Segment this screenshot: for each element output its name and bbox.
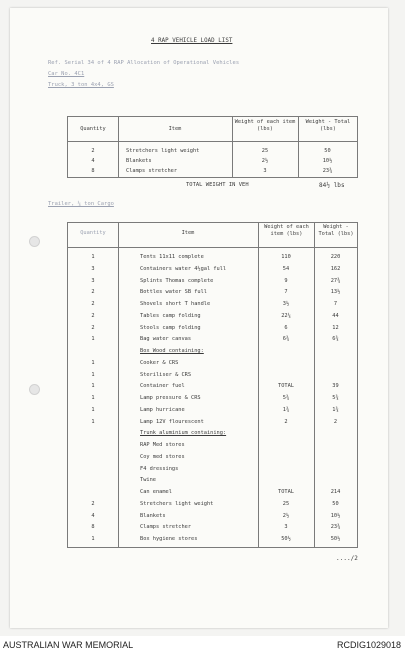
table-row: [68, 474, 357, 486]
table-row: [68, 345, 357, 357]
cell-item: Box Wood containing:: [140, 348, 204, 354]
cell-qty: 2: [91, 301, 95, 307]
cell-qty: 1: [91, 383, 95, 390]
cell-each: 110: [281, 254, 291, 260]
cell-qty: 1: [91, 254, 95, 260]
cell-each: 3: [284, 524, 288, 531]
truck-description: Truck, 3 ton 4x4, GS: [48, 82, 114, 88]
cell-total: 5¾: [332, 395, 339, 401]
cell-each: 50½: [281, 536, 291, 542]
cell-qty: 8: [91, 524, 95, 531]
table-row: [68, 275, 357, 287]
punch-hole: [29, 236, 40, 247]
cell-total: 23¾: [330, 524, 341, 531]
trailer-label: Trailer, ¼ ton Cargo: [48, 201, 114, 207]
cell-each: 6: [284, 324, 288, 331]
cell-item: Can enamel: [140, 489, 172, 495]
cell-item: Lamp pressure & CRS: [140, 395, 201, 401]
cell-qty: 1: [91, 359, 95, 366]
cell-each: 5¾: [282, 395, 290, 401]
cell-item: Tents 11x11 complete: [140, 254, 204, 260]
header-weight-total: Weight - Total (lbs): [305, 119, 351, 132]
cell-total: 44: [332, 312, 339, 319]
cell-each: TOTAL: [278, 383, 294, 390]
cell-total: 13½: [330, 289, 341, 296]
document-page: [10, 8, 388, 628]
cell-qty: 2: [91, 324, 95, 331]
trailer-table: [67, 222, 358, 548]
table-row: [68, 439, 357, 451]
table-row: [68, 451, 357, 463]
cell-total: 6¾: [332, 336, 339, 343]
table-row: 4 Blankets 2½ 10½: [91, 158, 333, 164]
cell-qty: 1: [91, 371, 95, 378]
cell-item: Box hygiene stores: [140, 536, 198, 542]
table-row: [68, 369, 357, 381]
cell-total: 7: [333, 301, 338, 307]
document-title: 4 RAP VEHICLE LOAD LIST: [151, 38, 233, 44]
header-quantity: Quantity: [80, 230, 106, 236]
table-row: [68, 310, 357, 322]
cell-qty: 1: [91, 536, 95, 542]
table-row: [68, 510, 357, 522]
cell-item: Trunk aluminium containing:: [140, 430, 227, 437]
header-weight-each: Weight of each item (lbs): [234, 119, 296, 132]
cell-item: Bottles water SB full: [140, 289, 207, 296]
header-item: Item: [168, 126, 182, 132]
vehicle-table: [67, 116, 358, 178]
cell-qty: 1: [91, 406, 95, 413]
table-row: [68, 333, 357, 345]
table-row: [68, 416, 357, 428]
cell-item: Clamps stretcher: [140, 524, 192, 531]
table-row: [68, 263, 357, 275]
header-weight-total: Weight - Total (lbs): [318, 224, 354, 237]
header-item: Item: [181, 230, 195, 236]
cell-each: 2: [284, 418, 288, 425]
table-row: [68, 533, 357, 545]
table-row: [68, 251, 357, 263]
cell-item: Bag water canvas: [140, 336, 192, 343]
cell-total: 12: [332, 324, 339, 331]
table-row: 8 Clamps stretcher 3 23¾: [91, 168, 333, 174]
cell-total: 50: [332, 500, 339, 507]
table-row: [68, 427, 357, 439]
cell-item: Steriliser & CRS: [140, 371, 192, 378]
table-row: [68, 357, 357, 369]
cell-item: Blankets: [140, 512, 166, 519]
cell-total: 1¾: [332, 406, 339, 413]
archive-footer: [0, 636, 405, 654]
punch-hole: [29, 384, 40, 395]
total-weight-label: TOTAL WEIGHT IN VEH: [186, 182, 249, 188]
cell-qty: 3: [91, 265, 95, 272]
cell-total: 162: [330, 265, 341, 272]
cell-total: 2: [333, 418, 338, 425]
cell-item: Lamp 12V flourescent: [140, 418, 204, 425]
archive-reference: RCDIG1029018: [336, 640, 401, 650]
cell-total: 50½: [330, 536, 341, 542]
cell-qty: 1: [91, 395, 95, 401]
continuation-marker: ..../2: [336, 555, 358, 562]
cell-each: 7: [284, 289, 288, 296]
cell-each: 2½: [282, 512, 290, 519]
cell-item: Cooker & CRS: [140, 359, 179, 366]
cell-item: Lamp hurricane: [140, 406, 185, 413]
table-row: [68, 380, 357, 392]
cell-each: 22¼: [281, 312, 291, 319]
header-quantity: Quantity: [80, 126, 106, 132]
cell-item: F4 dressings: [140, 465, 179, 472]
reference-line: Ref. Serial 34 of 4 RAP Allocation of Operational Vehicles: [48, 60, 240, 66]
cell-qty: 1: [91, 336, 95, 343]
cell-item: Twine: [140, 477, 156, 484]
table-row: [68, 486, 357, 498]
cell-total: 10½: [330, 512, 341, 519]
table-row: [68, 322, 357, 334]
cell-item: Coy med stores: [140, 453, 185, 460]
archive-name: AUSTRALIAN WAR MEMORIAL: [3, 640, 134, 650]
header-weight-each: Weight of each item (lbs): [264, 224, 309, 237]
table-row: [68, 286, 357, 298]
cell-item: Shovels short T handle: [140, 301, 211, 307]
table-row: [68, 498, 357, 510]
cell-item: Tables camp folding: [140, 312, 201, 319]
cell-qty: 1: [91, 418, 95, 425]
cell-each: 1¾: [282, 406, 290, 413]
cell-qty: 2: [91, 289, 95, 296]
cell-qty: 2: [91, 312, 95, 319]
cell-each: 54: [282, 265, 290, 272]
table-row: [68, 404, 357, 416]
cell-item: RAP Med stores: [140, 442, 185, 448]
car-number: Car No. 4C1: [48, 71, 85, 77]
cell-item: Containers water 4½gal full: [140, 265, 227, 272]
cell-item: Container fuel: [140, 383, 185, 390]
table-row: [68, 392, 357, 404]
table-row: [68, 521, 357, 533]
cell-qty: 2: [91, 500, 95, 507]
cell-total: 214: [330, 489, 341, 495]
cell-item: Stools camp folding: [140, 324, 201, 331]
cell-total: 220: [330, 254, 341, 260]
cell-each: 6¾: [282, 336, 290, 343]
cell-item: Splints Thomas complete: [140, 277, 214, 284]
table-row: 2 Stretchers light weight 25 50: [91, 148, 331, 154]
cell-qty: 4: [91, 512, 95, 519]
table-row: [68, 463, 357, 475]
cell-each: 3½: [282, 301, 290, 307]
total-weight-value: 84½ lbs: [319, 182, 345, 189]
cell-each: 9: [284, 277, 288, 284]
cell-total: 39: [332, 383, 339, 390]
cell-item: Stretchers light weight: [140, 500, 214, 507]
cell-total: 27¾: [330, 277, 341, 284]
cell-each: TOTAL: [278, 489, 294, 495]
cell-qty: 3: [91, 277, 95, 284]
table-row: [68, 298, 357, 310]
cell-each: 25: [282, 500, 290, 507]
